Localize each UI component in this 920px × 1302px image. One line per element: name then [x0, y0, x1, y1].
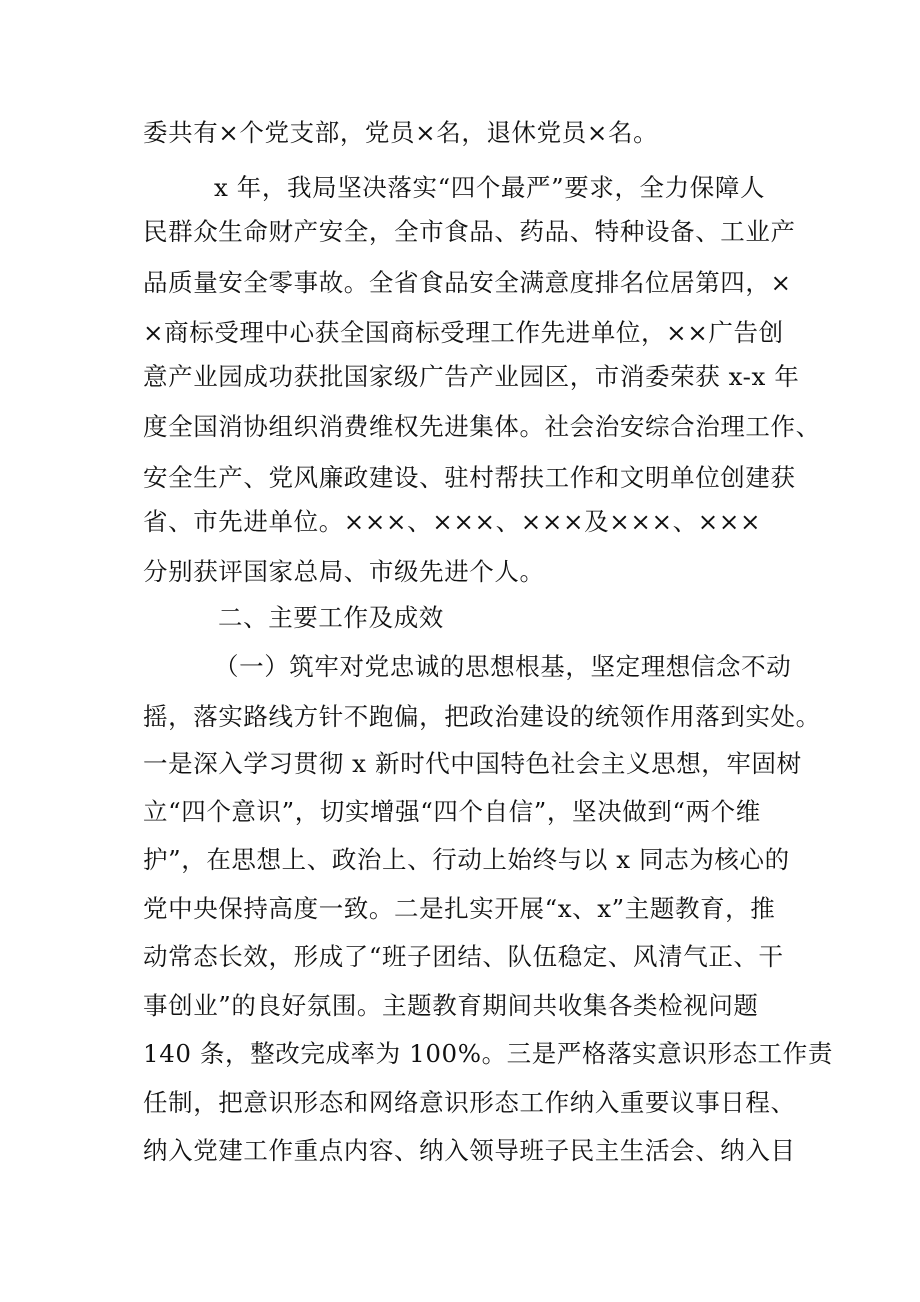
paragraph-line: 品质量安全零事故。全省食品安全满意度排名位居第四，×: [143, 268, 792, 297]
paragraph-line: 意产业园成功获批国家级广告产业园区，市消委荣获 x-x 年: [143, 362, 800, 391]
subsection-heading: （一）筑牢对党忠诚的思想根基，坚定理想信念不动: [214, 652, 792, 681]
paragraph-line: 民群众生命财产安全，全市食品、药品、特种设备、工业产: [143, 217, 796, 246]
paragraph-line: 事创业”的良好氛围。主题教育期间共收集各类检视问题: [143, 991, 759, 1020]
paragraph-line: 分别获评国家总局、市级先进个人。: [143, 557, 545, 586]
paragraph-line: ×商标受理中心获全国商标受理工作先进单位，××广告创: [143, 318, 784, 347]
section-heading: 二、主要工作及成效: [218, 603, 444, 632]
paragraph-line: 纳入党建工作重点内容、纳入领导班子民主生活会、纳入目: [143, 1136, 796, 1165]
paragraph-line: 动常态长效，形成了“班子团结、队伍稳定、风清气正、干: [143, 942, 784, 971]
paragraph-line: 委共有×个党支部，党员×名，退休党员×名。: [143, 118, 659, 147]
paragraph-line: 140 条，整改完成率为 100%。三是严格落实意识形态工作责: [143, 1039, 833, 1068]
paragraph-line: 党中央保持高度一致。二是扎实开展“x、x”主题教育，推: [143, 894, 776, 923]
paragraph-line: x 年，我局坚决落实“四个最严”要求，全力保障人: [214, 173, 766, 202]
paragraph-line: 立“四个意识”，切实增强“四个自信”，坚决做到“两个维: [143, 797, 761, 826]
paragraph-line: 度全国消协组织消费维权先进集体。社会治安综合治理工作、: [143, 412, 821, 441]
paragraph-line: 摇，落实路线方针不跑偏，把政治建设的统领作用落到实处。: [143, 702, 821, 731]
paragraph-line: 安全生产、党风廉政建设、驻村帮扶工作和文明单位创建获: [143, 463, 796, 492]
paragraph-line: 省、市先进单位。×××、×××、×××及×××、×××: [143, 507, 762, 536]
paragraph-line: 任制，把意识形态和网络意识形态工作纳入重要议事日程、: [143, 1088, 796, 1117]
paragraph-line: 一是深入学习贯彻 x 新时代中国特色社会主义思想，牢固树: [143, 749, 802, 778]
paragraph-line: 护”，在思想上、政治上、行动上始终与以 x 同志为核心的: [143, 845, 790, 874]
